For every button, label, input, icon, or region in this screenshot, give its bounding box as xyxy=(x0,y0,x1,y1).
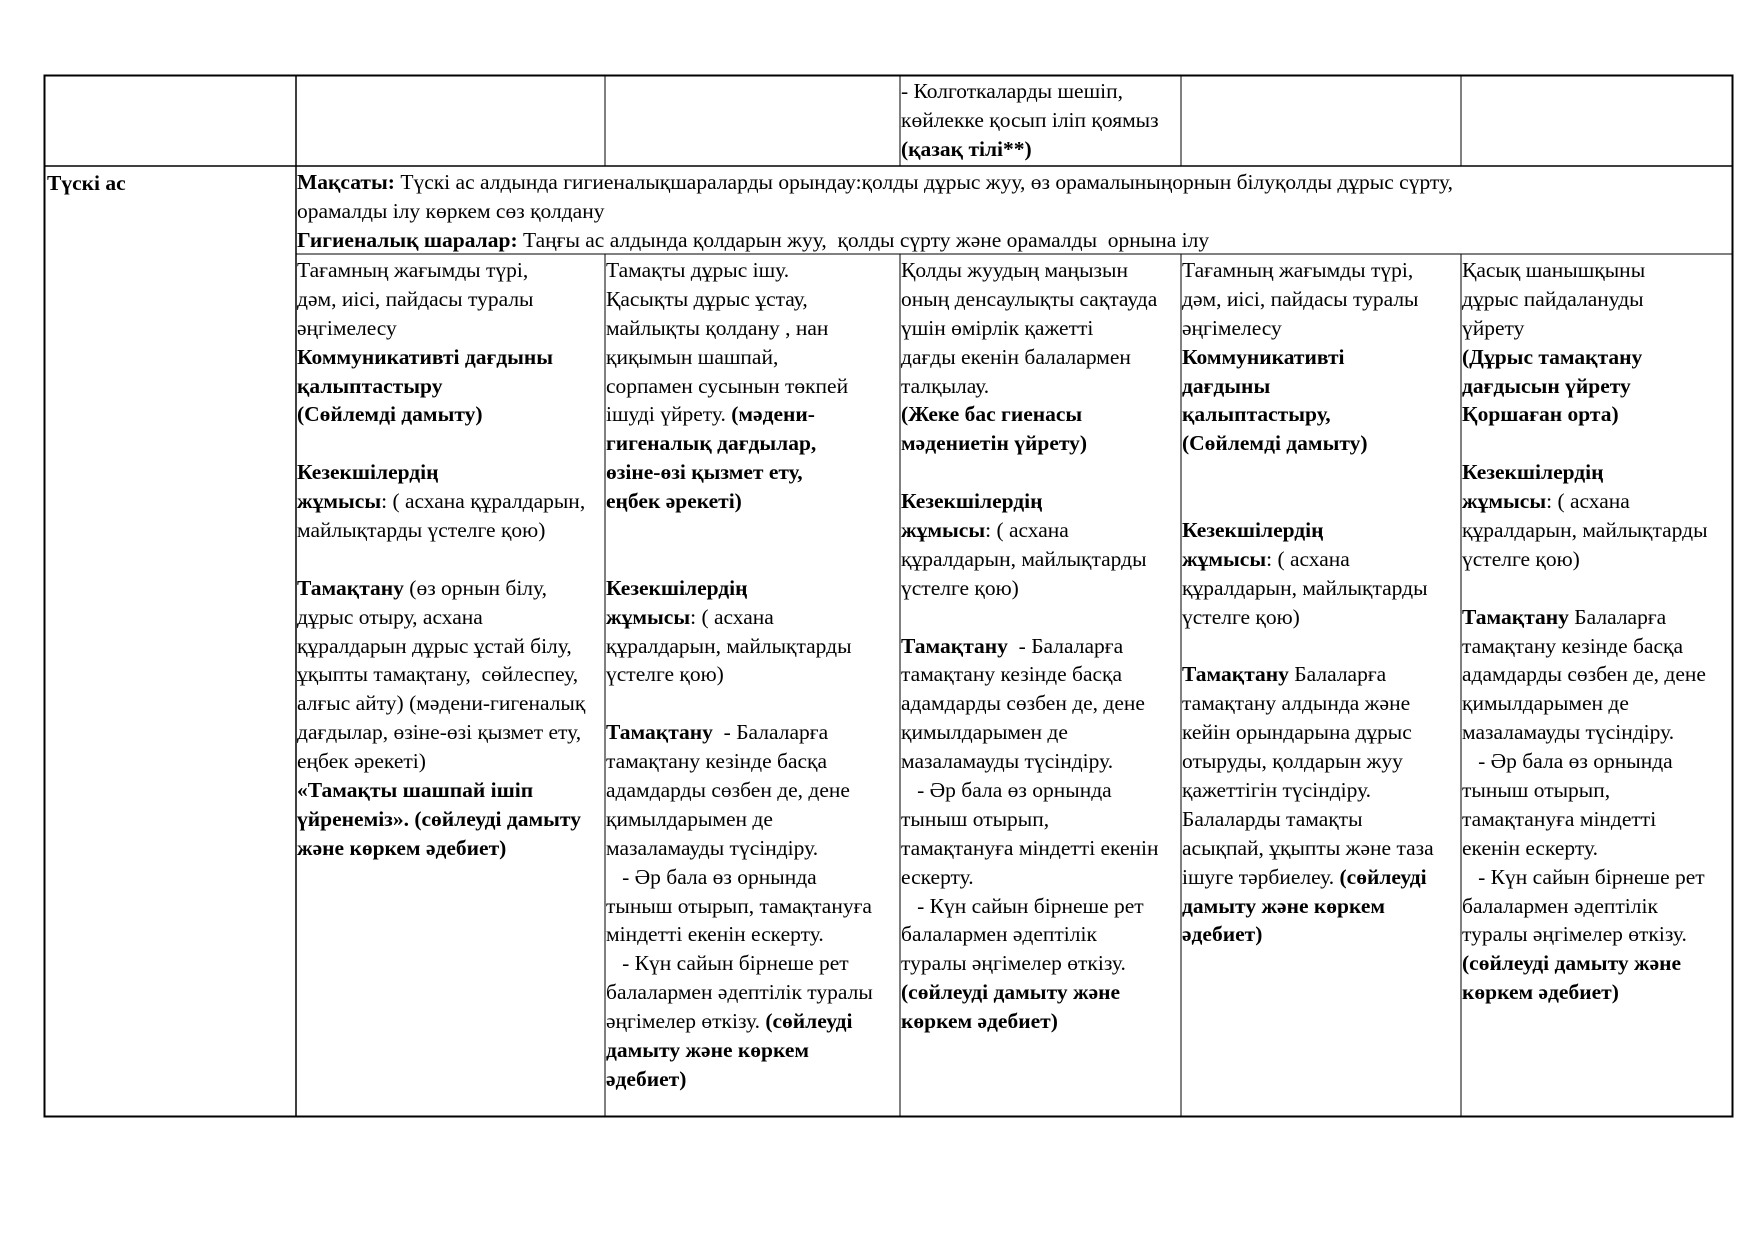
text-line xyxy=(901,892,1180,921)
bold-text: Гигиеналық шаралар: xyxy=(297,227,518,252)
text-line xyxy=(901,400,1180,429)
text: тамақтану кезінде басқа xyxy=(606,749,828,774)
text: тамақтануға міндетті екенін xyxy=(901,835,1159,860)
bold-text: (Дұрыс тамақтану xyxy=(1462,344,1643,369)
text-line xyxy=(1462,429,1732,458)
text-line xyxy=(901,747,1180,776)
text: құралдарын, майлықтарды xyxy=(1462,518,1708,543)
bold-text: қалыптастыру, xyxy=(1182,402,1331,427)
text-line xyxy=(1462,400,1732,429)
text-line xyxy=(1462,660,1732,689)
text-line xyxy=(1462,747,1732,776)
text-line xyxy=(901,574,1180,603)
bold-text: жұмысы xyxy=(1462,489,1547,514)
text-line xyxy=(606,805,899,834)
lunch-day-1-cell xyxy=(297,256,604,1116)
lunch-label-text: Түскі ас xyxy=(47,171,126,195)
bold-text: (сөйлеуді xyxy=(765,1009,853,1034)
text: - Әр бала өз орнында xyxy=(1462,749,1673,774)
text: - Колготкаларды шешіп, xyxy=(901,79,1124,103)
text: құралдарын, майлықтарды xyxy=(1182,575,1428,600)
text-line xyxy=(901,314,1180,343)
text-line xyxy=(297,603,604,632)
bold-text: Тамақтану xyxy=(1182,662,1289,687)
text-line xyxy=(297,429,604,458)
bold-text: (Сөйлемді дамыту) xyxy=(297,402,483,427)
text-line xyxy=(1462,256,1732,285)
text-line xyxy=(606,920,899,949)
bold-text: (сөйлеуді дамыту және xyxy=(901,980,1121,1005)
text: : ( асхана xyxy=(1266,546,1350,571)
text-line xyxy=(297,256,604,285)
lunch-label xyxy=(47,169,293,201)
text: - Балаларға xyxy=(712,720,829,745)
bold-text: «Тамақты шашпай ішіп xyxy=(297,778,534,803)
text: Түскі ас алдында гигиеналықшараларды орындау:қолды дұрыс жуу, өз орамалыныңорнын білуқолды дұрыс сүрту, xyxy=(394,170,1454,194)
text-line xyxy=(901,660,1180,689)
text: - Әр бала өз орнында xyxy=(606,864,817,889)
text-line xyxy=(1462,863,1732,892)
text-line xyxy=(1182,372,1460,401)
text: үшін өмірлік қажетті xyxy=(901,315,1094,340)
text: міндетті екенін ескерту. xyxy=(606,922,824,947)
text-line xyxy=(1182,603,1460,632)
text: сорпамен сусынын төкпей xyxy=(606,373,849,398)
text-line xyxy=(1182,429,1460,458)
text: үйрету xyxy=(1462,315,1525,340)
text-line xyxy=(297,168,1731,197)
text: тамақтануға міндетті xyxy=(1462,806,1657,831)
text-line xyxy=(1182,487,1460,516)
text-line xyxy=(606,747,899,776)
bold-text: әдебиет) xyxy=(1182,922,1263,947)
text-line xyxy=(297,718,604,747)
text-line xyxy=(1182,285,1460,314)
text: Таңғы ас алдында қолдарын жуу, қолды сүрту және орамалды орнына ілу xyxy=(517,227,1210,252)
text: ішуді үйрету. xyxy=(606,402,732,427)
text-line xyxy=(901,776,1180,805)
text-line xyxy=(901,516,1180,545)
text-line xyxy=(606,429,899,458)
text: дағдылар, өзіне-өзі қызмет ету, xyxy=(297,720,582,745)
text: үстелге қою) xyxy=(606,662,724,687)
text: тыныш отырып, xyxy=(901,806,1050,831)
text: үстелге қою) xyxy=(901,575,1019,600)
text-line xyxy=(1462,285,1732,314)
text: тамақтану кезінде басқа xyxy=(1462,633,1684,658)
text: мазаламауды түсіндіру. xyxy=(606,835,819,860)
text-line xyxy=(901,285,1180,314)
text-line xyxy=(606,458,899,487)
text: майлықтарды үстелге қою) xyxy=(297,518,546,543)
bold-text: Кезекшілердің xyxy=(1462,460,1604,485)
text: талқылау. xyxy=(901,373,990,398)
text-line xyxy=(297,747,604,776)
text: дәм, иісі, пайдасы туралы xyxy=(1182,286,1419,311)
text: Балаларды тамақты xyxy=(1182,806,1363,831)
text: әңгімелесу xyxy=(1182,315,1282,340)
text-line xyxy=(1462,920,1732,949)
bold-text: Кезекшілердің xyxy=(1182,518,1324,543)
text: туралы әңгімелер өткізу. xyxy=(1462,922,1687,947)
text-line xyxy=(1462,834,1732,863)
text-line xyxy=(1462,516,1732,545)
text-line xyxy=(606,776,899,805)
bold-text: дағдыны xyxy=(1182,373,1271,398)
text-line xyxy=(1462,603,1732,632)
text-line xyxy=(606,863,899,892)
lunch-day-2-cell xyxy=(606,256,899,1116)
text-line xyxy=(901,718,1180,747)
text: майлықты қолдану , нан xyxy=(606,315,829,340)
text-line xyxy=(297,458,604,487)
text-line xyxy=(1462,632,1732,661)
text: балалармен әдептілік туралы xyxy=(606,980,873,1005)
text-line xyxy=(606,285,899,314)
text: ішуге тәрбиелеу. xyxy=(1182,864,1340,889)
lunch-day-3-cell xyxy=(901,256,1180,1116)
text-line xyxy=(1462,718,1732,747)
text: Тағамның жағымды түрі, xyxy=(1182,258,1414,282)
text: адамдарды сөзбен де, дене xyxy=(901,691,1145,716)
text-line xyxy=(297,372,604,401)
text-line xyxy=(1462,314,1732,343)
text: еңбек әрекеті) xyxy=(297,749,426,774)
bold-text: үйренеміз». (сөйлеуді дамыту xyxy=(297,806,581,831)
bold-text: өзіне-өзі қызмет ету, xyxy=(606,460,803,485)
text: адамдарды сөзбен де, дене xyxy=(1462,662,1706,687)
text: тамақтану алдында және xyxy=(1182,691,1411,716)
text-line xyxy=(901,429,1180,458)
text-line xyxy=(1462,805,1732,834)
lunch-day-4-cell xyxy=(1182,256,1460,1116)
text: : ( асхана құралдарын, xyxy=(381,489,586,514)
text: құралдарын, майлықтарды xyxy=(901,546,1147,571)
bold-text: және көркем әдебиет) xyxy=(297,835,507,860)
text: оның денсаулықты сақтауда xyxy=(901,286,1158,311)
bold-text: Коммуникативті xyxy=(1182,344,1345,369)
text-line xyxy=(1182,458,1460,487)
text: балалармен әдептілік xyxy=(901,922,1097,947)
text: - Күн сайын бірнеше рет xyxy=(606,951,849,976)
text: отыруды, қолдарын жуу xyxy=(1182,749,1403,774)
text-line xyxy=(901,863,1180,892)
text-line xyxy=(606,603,899,632)
text: Қасық шанышқыны xyxy=(1462,258,1646,282)
text-line xyxy=(901,978,1180,1007)
text: дағды екенін балалармен xyxy=(901,344,1131,369)
text-line xyxy=(606,516,899,545)
text-line xyxy=(297,660,604,689)
text-line xyxy=(1182,574,1460,603)
text-line xyxy=(1182,400,1460,429)
bold-text: әдебиет) xyxy=(606,1066,687,1091)
text: дұрыс отыру, асхана xyxy=(297,604,483,629)
text: : ( асхана xyxy=(1546,489,1630,514)
text-line xyxy=(1462,343,1732,372)
text: (өз орнын білу, xyxy=(403,575,548,600)
text-line xyxy=(1182,632,1460,661)
text-line xyxy=(1182,892,1460,921)
text-line xyxy=(1462,892,1732,921)
bold-text: еңбек әрекеті) xyxy=(606,489,742,514)
text-line xyxy=(606,1007,899,1036)
text-line xyxy=(1182,256,1460,285)
text-line xyxy=(1182,516,1460,545)
text: - Күн сайын бірнеше рет xyxy=(1462,864,1705,889)
text-line xyxy=(606,400,899,429)
bold-text: қалыптастыру xyxy=(297,373,443,398)
text: алғыс айту) (мәдени-гигеналық xyxy=(297,691,586,716)
text: әңгімелер өткізу. xyxy=(606,1009,766,1034)
text-line xyxy=(606,343,899,372)
text: Тамақты дұрыс ішу. xyxy=(606,258,790,282)
text-line xyxy=(606,372,899,401)
text-line xyxy=(1462,458,1732,487)
bold-text: (Сөйлемді дамыту) xyxy=(1182,431,1368,456)
bold-text: дамыту және көркем xyxy=(1182,893,1386,918)
text-line xyxy=(297,516,604,545)
lunch-day-5-cell xyxy=(1462,256,1732,1116)
text: қажеттігін түсіндіру. xyxy=(1182,778,1372,803)
text-line xyxy=(606,632,899,661)
text: тыныш отырып, тамақтануға xyxy=(606,893,872,918)
text-line xyxy=(901,135,1180,164)
text: үстелге қою) xyxy=(1462,546,1580,571)
bold-text: Кезекшілердің xyxy=(297,460,439,485)
text: асықпай, ұқыпты және таза xyxy=(1182,835,1434,860)
text: балалармен әдептілік xyxy=(1462,893,1658,918)
text-line xyxy=(1462,949,1732,978)
text-line xyxy=(901,545,1180,574)
text: ескерту. xyxy=(901,864,974,889)
text-line xyxy=(297,285,604,314)
text-line xyxy=(1462,978,1732,1007)
bold-text: (мәдени- xyxy=(731,402,815,427)
text: көйлекке қосып іліп қоямыз xyxy=(901,107,1159,132)
text-line xyxy=(1182,776,1460,805)
text-line xyxy=(1462,776,1732,805)
text-line xyxy=(1182,343,1460,372)
text-line xyxy=(901,1007,1180,1036)
text: үстелге қою) xyxy=(1182,604,1300,629)
text-line xyxy=(606,487,899,516)
text: туралы әңгімелер өткізу. xyxy=(901,951,1126,976)
text-line xyxy=(901,106,1180,135)
bold-text: (сөйлеуді xyxy=(1339,864,1427,889)
bold-text: Қоршаған орта) xyxy=(1462,402,1619,427)
text-line xyxy=(297,343,604,372)
text: мазаламауды түсіндіру. xyxy=(901,749,1114,774)
bold-text: дамыту және көркем xyxy=(606,1038,810,1063)
text: мазаламауды түсіндіру. xyxy=(1462,720,1675,745)
text: кейін орындарына дұрыс xyxy=(1182,720,1412,745)
text-line xyxy=(901,632,1180,661)
text-line xyxy=(901,805,1180,834)
text-line xyxy=(606,256,899,285)
bold-text: Мақсаты: xyxy=(297,170,395,194)
bold-text: жұмысы xyxy=(901,518,986,543)
bold-text: (қазақ тілі**) xyxy=(901,136,1032,161)
top-row-day3-cell xyxy=(901,77,1180,165)
text-line xyxy=(606,978,899,1007)
text-line xyxy=(1182,718,1460,747)
text-line xyxy=(1182,834,1460,863)
text-line xyxy=(1462,487,1732,516)
text-line xyxy=(901,949,1180,978)
bold-text: гигеналық дағдылар, xyxy=(606,431,817,456)
text-line xyxy=(297,400,604,429)
bold-text: жұмысы xyxy=(606,604,691,629)
text-line xyxy=(901,372,1180,401)
text-line xyxy=(606,689,899,718)
text-line xyxy=(1462,689,1732,718)
bold-text: (Жеке бас гиенасы xyxy=(901,402,1083,427)
text: қимылдарымен де xyxy=(606,806,773,831)
lunch-goal-cell xyxy=(297,168,1731,254)
text-line xyxy=(297,574,604,603)
text-line xyxy=(1182,747,1460,776)
bold-text: Тамақтану xyxy=(297,575,404,600)
text-line xyxy=(297,805,604,834)
text-line xyxy=(606,545,899,574)
text-line xyxy=(606,892,899,921)
bold-text: дағдысын үйрету xyxy=(1462,373,1631,398)
text: ұқыпты тамақтану, сөйлеспеу, xyxy=(297,662,579,687)
text-line xyxy=(901,689,1180,718)
text-line xyxy=(297,545,604,574)
text: орамалды ілу көркем сөз қолдану xyxy=(297,198,605,223)
text-line xyxy=(1182,920,1460,949)
text: Балаларға xyxy=(1568,604,1667,629)
text: әңгімелесу xyxy=(297,315,397,340)
text: - Балаларға xyxy=(1007,633,1124,658)
text: Тағамның жағымды түрі, xyxy=(297,258,529,282)
text: тыныш отырып, xyxy=(1462,778,1611,803)
text: : ( асхана xyxy=(690,604,774,629)
bold-text: мәдениетін үйрету) xyxy=(901,431,1088,456)
text-line xyxy=(901,487,1180,516)
text-line xyxy=(297,776,604,805)
bold-text: жұмысы xyxy=(1182,546,1267,571)
text-line xyxy=(297,314,604,343)
text-line xyxy=(606,574,899,603)
text-line xyxy=(1182,863,1460,892)
bold-text: көркем әдебиет) xyxy=(901,1009,1058,1034)
bold-text: Тамақтану xyxy=(1462,604,1569,629)
text-line xyxy=(1182,805,1460,834)
bold-text: Кезекшілердің xyxy=(606,575,748,600)
text-line xyxy=(606,834,899,863)
bold-text: Тамақтану xyxy=(606,720,713,745)
text: - Әр бала өз орнында xyxy=(901,778,1112,803)
text: Балаларға xyxy=(1288,662,1387,687)
text-line xyxy=(606,1065,899,1094)
bold-text: жұмысы xyxy=(297,489,382,514)
text-line xyxy=(1182,660,1460,689)
text: тамақтану кезінде басқа xyxy=(901,662,1123,687)
text-line xyxy=(901,603,1180,632)
text-line xyxy=(1462,545,1732,574)
text-line xyxy=(297,689,604,718)
text-line xyxy=(297,834,604,863)
text-line xyxy=(901,834,1180,863)
text-line xyxy=(1182,545,1460,574)
text: құралдарын дұрыс ұстай білу, xyxy=(297,633,572,658)
bold-text: (сөйлеуді дамыту және xyxy=(1462,951,1682,976)
text: қимылдарымен де xyxy=(901,720,1068,745)
text: : ( асхана xyxy=(985,518,1069,543)
text: дұрыс пайдалануды xyxy=(1462,286,1644,311)
bold-text: Коммуникативті дағдыны xyxy=(297,344,554,369)
text: Қолды жуудың маңызын xyxy=(901,258,1128,282)
text: - Күн сайын бірнеше рет xyxy=(901,893,1144,918)
text: адамдарды сөзбен де, дене xyxy=(606,778,850,803)
bold-text: Кезекшілердің xyxy=(901,489,1043,514)
text-line xyxy=(1462,574,1732,603)
text-line xyxy=(297,632,604,661)
text-line xyxy=(297,197,1731,226)
text-line xyxy=(606,1036,899,1065)
text: екенін ескерту. xyxy=(1462,835,1598,860)
text-line xyxy=(901,343,1180,372)
text-line xyxy=(297,487,604,516)
text: қимылдарымен де xyxy=(1462,691,1629,716)
bold-text: Тамақтану xyxy=(901,633,1008,658)
text: құралдарын, майлықтарды xyxy=(606,633,852,658)
bold-text: көркем әдебиет) xyxy=(1462,980,1619,1005)
text-line xyxy=(606,314,899,343)
text-line xyxy=(606,660,899,689)
text-line xyxy=(1462,372,1732,401)
text-line xyxy=(1182,314,1460,343)
text-line xyxy=(901,77,1180,106)
text-line xyxy=(606,718,899,747)
text: дәм, иісі, пайдасы туралы xyxy=(297,286,534,311)
text-line xyxy=(606,949,899,978)
text-line xyxy=(901,458,1180,487)
text: Қасықты дұрыс ұстау, xyxy=(606,286,808,311)
text-line xyxy=(297,226,1731,254)
text-line xyxy=(901,920,1180,949)
text-line xyxy=(1182,689,1460,718)
text: қиқымын шашпай, xyxy=(606,344,779,369)
text-line xyxy=(901,256,1180,285)
